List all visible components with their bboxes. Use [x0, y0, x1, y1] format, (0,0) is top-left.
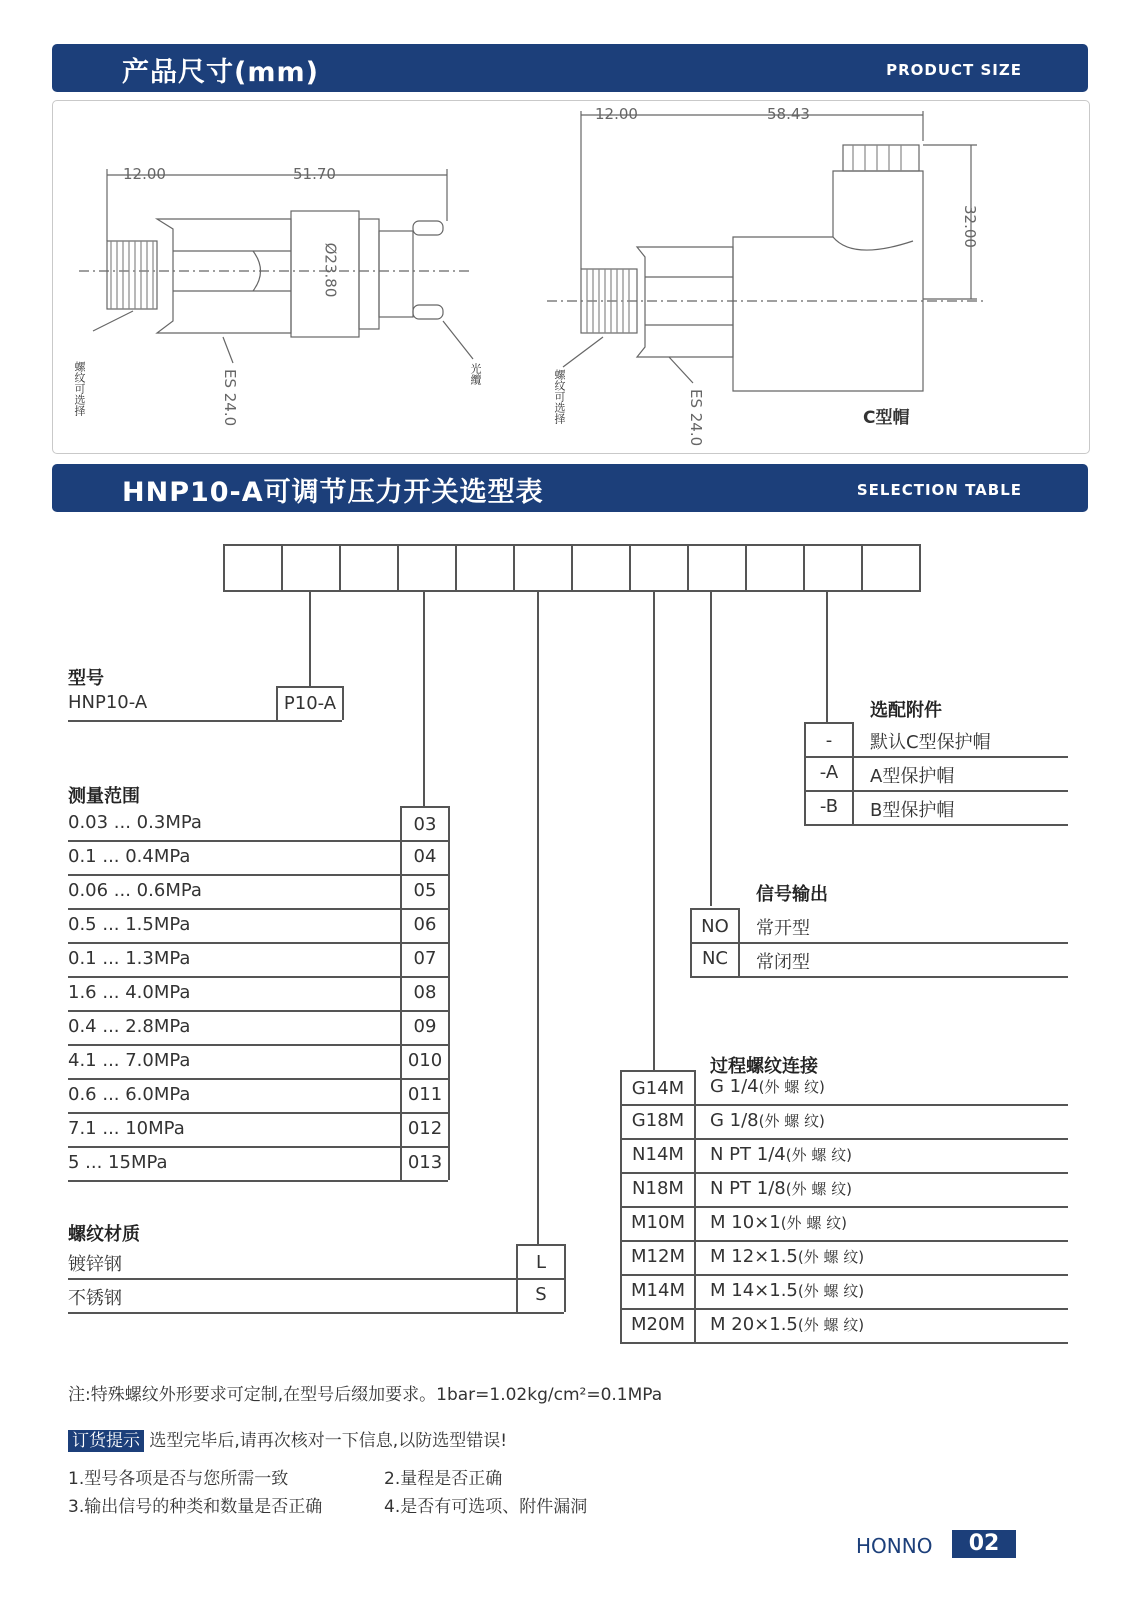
thread-code: G14M	[620, 1070, 696, 1106]
check-item-1: 1.型号各项是否与您所需一致	[68, 1469, 289, 1489]
left-es-label: ES 24.0	[221, 369, 239, 427]
thread-code: M20M	[620, 1308, 696, 1342]
range-label: 0.6 ... 6.0MPa	[68, 1084, 191, 1105]
signal-row	[690, 908, 1068, 944]
range-row	[68, 806, 448, 842]
thread-spec	[710, 1076, 825, 1097]
range-code: 010	[400, 1044, 450, 1078]
signal-label: 常开型	[756, 918, 810, 939]
range-row	[68, 942, 448, 978]
product-size-subtitle: PRODUCT SIZE	[886, 61, 1022, 79]
left-thread-label: 螺纹可选择	[73, 361, 86, 416]
code-box	[631, 546, 689, 590]
range-label: 1.6 ... 4.0MPa	[68, 982, 191, 1003]
range-row	[68, 1146, 448, 1182]
range-label: 0.4 ... 2.8MPa	[68, 1016, 191, 1037]
check-item-3: 3.输出信号的种类和数量是否正确	[68, 1497, 323, 1517]
thread-spec-suffix: (外 螺 纹)	[797, 1316, 865, 1334]
dimension-drawings	[53, 101, 1089, 453]
connector-thread	[653, 590, 655, 1070]
accessory-label: B型保护帽	[870, 800, 955, 821]
material-code: L	[516, 1244, 566, 1280]
thread-spec-main: N PT 1/8	[710, 1178, 786, 1199]
thread-spec	[710, 1246, 864, 1267]
range-code: 03	[400, 806, 450, 842]
range-code: 05	[400, 874, 450, 908]
material-label: 镀锌钢	[68, 1254, 122, 1275]
range-label: 7.1 ... 10MPa	[68, 1118, 185, 1139]
check-item-4: 4.是否有可选项、附件漏洞	[384, 1497, 588, 1517]
thread-spec	[710, 1314, 864, 1335]
thread-spec-main: G 1/4	[710, 1076, 759, 1097]
range-label: 0.5 ... 1.5MPa	[68, 914, 191, 935]
range-row	[68, 840, 448, 876]
model-name: HNP10-A	[68, 692, 148, 713]
range-code: 06	[400, 908, 450, 942]
signal-code: NO	[690, 908, 740, 944]
right-dim-thread: 12.00	[595, 105, 638, 123]
signal-row	[690, 942, 1068, 978]
signal-code: NC	[690, 942, 740, 976]
thread-spec-suffix: (外 螺 纹)	[797, 1282, 865, 1300]
thread-spec-suffix: (外 螺 纹)	[797, 1248, 865, 1266]
accessory-label: A型保护帽	[870, 766, 955, 787]
range-row	[68, 976, 448, 1012]
accessory-heading: 选配附件	[870, 700, 942, 721]
right-es-label: ES 24.0	[687, 389, 705, 447]
order-tip-text: 选型完毕后,请再次核对一下信息,以防选型错误!	[149, 1431, 508, 1451]
accessory-code: -A	[804, 756, 854, 790]
range-code: 09	[400, 1010, 450, 1044]
range-row	[68, 1078, 448, 1114]
thread-spec-main: M 10×1	[710, 1212, 781, 1233]
thread-spec-main: M 20×1.5	[710, 1314, 798, 1335]
left-dim-diameter: Ø23.80	[321, 242, 340, 298]
left-dim-thread: 12.00	[123, 165, 166, 183]
thread-spec-suffix: (外 螺 纹)	[758, 1112, 825, 1130]
model-heading: 型号	[68, 668, 104, 689]
thread-spec-suffix: (外 螺 纹)	[785, 1146, 852, 1164]
product-size-banner	[52, 44, 1088, 92]
code-box	[341, 546, 399, 590]
range-code: 08	[400, 976, 450, 1010]
left-cable-label: 光纜	[469, 363, 482, 385]
accessory-code: -B	[804, 790, 854, 824]
selection-table-banner	[52, 464, 1088, 512]
code-box	[573, 546, 631, 590]
model-code-boxes	[223, 544, 921, 592]
thread-spec	[710, 1280, 864, 1301]
thread-code: M12M	[620, 1240, 696, 1274]
thread-spec	[710, 1144, 852, 1165]
code-box	[457, 546, 515, 590]
thread-spec	[710, 1212, 847, 1233]
order-tip	[68, 1426, 507, 1451]
range-code: 07	[400, 942, 450, 976]
thread-code: N18M	[620, 1172, 696, 1206]
model-code: P10-A	[276, 686, 344, 720]
connector-range	[423, 590, 425, 806]
connector-accessory	[826, 590, 828, 722]
selection-table-title: HNP10-A可调节压力开关选型表	[122, 477, 544, 508]
material-heading: 螺纹材质	[68, 1224, 140, 1245]
connector-signal	[710, 590, 712, 906]
dimension-drawing-panel	[52, 100, 1090, 454]
range-code: 04	[400, 840, 450, 874]
thread-spec-suffix: (外 螺 纹)	[780, 1214, 847, 1232]
spec-note: 注:特殊螺纹外形要求可定制,在型号后缀加要求。1bar=1.02kg/cm²=0.1MPa	[68, 1385, 663, 1405]
range-heading: 测量范围	[68, 786, 140, 807]
code-box	[399, 546, 457, 590]
code-box	[863, 546, 919, 590]
code-box	[225, 546, 283, 590]
thread-spec-suffix: (外 螺 纹)	[785, 1180, 852, 1198]
left-dim-length: 51.70	[293, 165, 336, 183]
code-box	[283, 546, 341, 590]
range-label: 0.1 ... 0.4MPa	[68, 846, 191, 867]
range-row	[68, 908, 448, 944]
thread-spec-suffix: (外 螺 纹)	[758, 1078, 825, 1096]
thread-spec	[710, 1110, 825, 1131]
range-row	[68, 1010, 448, 1046]
range-code: 013	[400, 1146, 450, 1180]
code-box	[689, 546, 747, 590]
thread-spec-main: N PT 1/4	[710, 1144, 786, 1165]
thread-code: M10M	[620, 1206, 696, 1240]
range-label: 4.1 ... 7.0MPa	[68, 1050, 191, 1071]
material-row	[68, 1244, 564, 1280]
material-label: 不锈钢	[68, 1288, 122, 1309]
thread-spec-main: G 1/8	[710, 1110, 759, 1131]
material-code: S	[516, 1278, 566, 1312]
c-cap-caption: C型帽	[863, 408, 910, 428]
accessory-code: -	[804, 722, 854, 758]
range-row	[68, 1044, 448, 1080]
selection-table-subtitle: SELECTION TABLE	[856, 481, 1022, 499]
signal-heading: 信号输出	[756, 884, 828, 905]
range-label: 0.03 ... 0.3MPa	[68, 812, 202, 833]
code-box	[515, 546, 573, 590]
material-row	[68, 1278, 564, 1314]
range-label: 0.06 ... 0.6MPa	[68, 880, 202, 901]
accessory-label: 默认C型保护帽	[870, 732, 991, 753]
thread-spec	[710, 1178, 852, 1199]
right-dim-height: 32.00	[961, 205, 979, 248]
thread-code: G18M	[620, 1104, 696, 1138]
range-label: 0.1 ... 1.3MPa	[68, 948, 191, 969]
code-box	[747, 546, 805, 590]
code-box	[805, 546, 863, 590]
range-code: 012	[400, 1112, 450, 1146]
range-row	[68, 874, 448, 910]
range-code: 011	[400, 1078, 450, 1112]
order-tip-badge: 订货提示	[68, 1430, 144, 1452]
range-label: 5 ... 15MPa	[68, 1152, 168, 1173]
right-thread-label: 螺纹可选择	[553, 369, 566, 424]
thread-spec-main: M 14×1.5	[710, 1280, 798, 1301]
range-row	[68, 1112, 448, 1148]
footer-page-number: 02	[952, 1530, 1016, 1558]
connector-model	[309, 590, 311, 688]
thread-code: M14M	[620, 1274, 696, 1308]
footer-brand: HONNO	[856, 1534, 933, 1558]
product-size-title: 产品尺寸(mm)	[122, 57, 319, 88]
right-dim-length: 58.43	[767, 105, 810, 123]
connector-material	[537, 590, 539, 1246]
signal-label: 常闭型	[756, 952, 810, 973]
check-item-2: 2.量程是否正确	[384, 1469, 503, 1489]
thread-spec-main: M 12×1.5	[710, 1246, 798, 1267]
thread-code: N14M	[620, 1138, 696, 1172]
thread-heading: 过程螺纹连接	[710, 1056, 818, 1077]
